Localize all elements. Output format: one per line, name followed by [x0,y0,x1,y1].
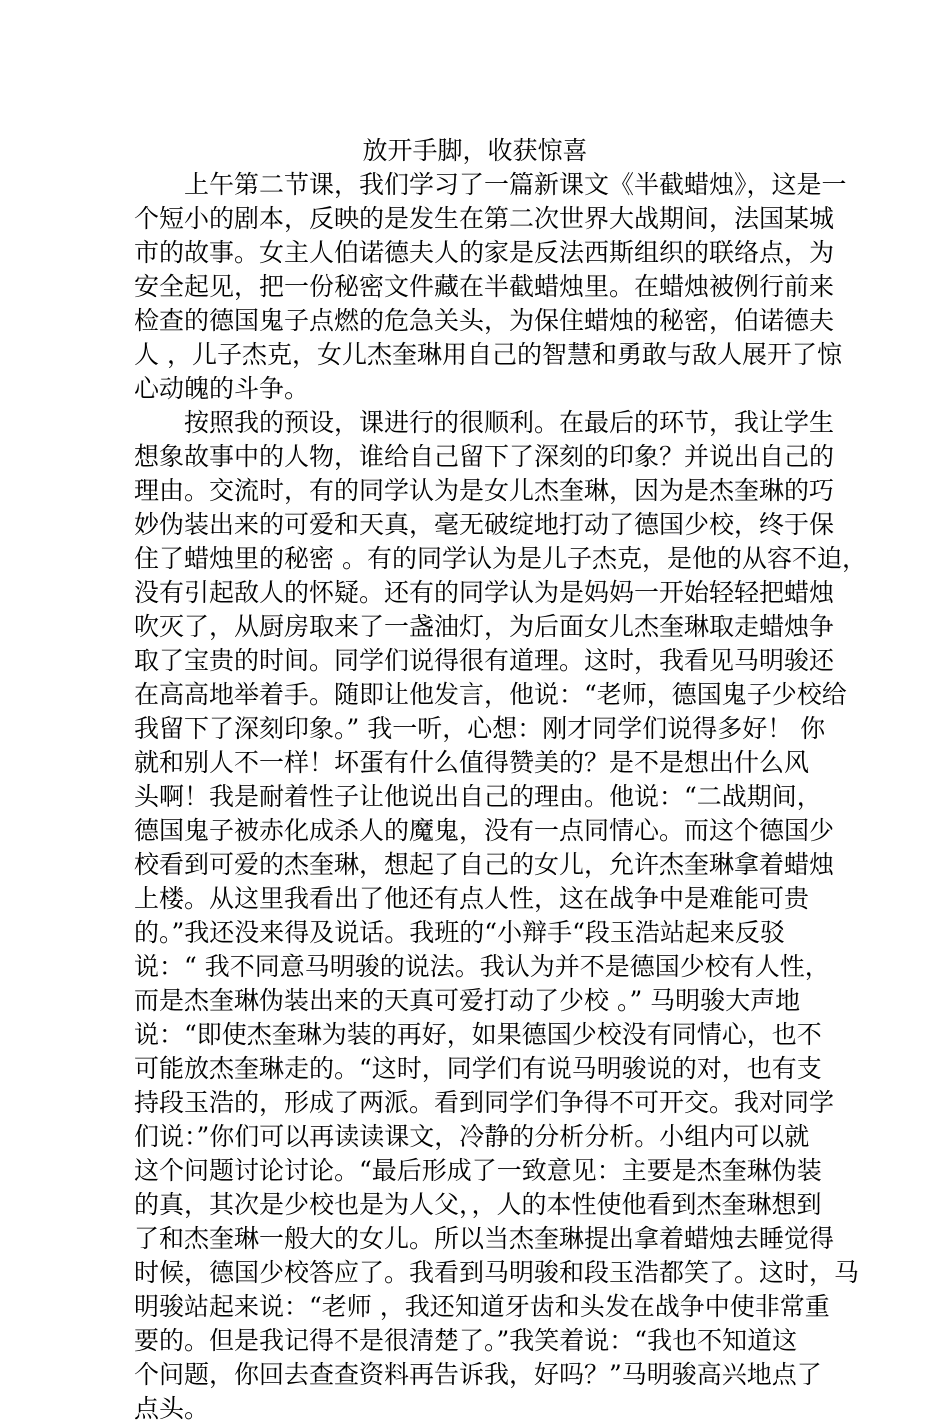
text-line: 说：“即使杰奎琳为装的再好，如果德国少校没有同情心，也不 [134,1020,822,1049]
text-line: 按照我的预设，课进行的很顺利。在最后的环节，我让学生 [184,408,835,437]
text-line: 在高高地举着手。随即让他发言，他说：“老师，德国鬼子少校给 [134,680,847,709]
text-line: 的。”我还没来得及说话。我班的“小辩手“段玉浩站起来反驳 [134,918,785,947]
text-line: 住了蜡烛里的秘密 。有的同学认为是儿子杰克，是他的从容不迫， [134,544,867,573]
text-line: 了和杰奎琳一般大的女儿。所以当杰奎琳提出拿着蜡烛去睡觉得 [134,1224,835,1253]
text-line: 安全起见，把一份秘密文件藏在半截蜡烛里。在蜡烛被例行前来 [134,272,835,301]
text-line: 可能放杰奎琳走的。“这时，同学们有说马明骏说的对，也有支 [134,1054,822,1083]
text-line: 明骏站起来说：“老师 ，我还知道牙齿和头发在战争中使非常重 [134,1292,830,1321]
text-line: 要的。但是我记得不是很清楚了。”我笑着说：“我也不知道这 [134,1326,798,1355]
text-line: 人 ，儿子杰克，女儿杰奎琳用自己的智慧和勇敢与敌人展开了惊 [134,340,842,369]
text-line: 德国鬼子被赤化成杀人的魔鬼，没有一点同情心。而这个德国少 [134,816,835,845]
text-line: 吹灭了，从厨房取来了一盏油灯，为后面女儿杰奎琳取走蜡烛争 [134,612,835,641]
text-line: 个短小的剧本，反映的是发生在第二次世界大战期间，法国某城 [134,204,835,233]
text-line: 我留下了深刻印象。” 我一听，心想：刚才同学们说得多好！ 你 [134,714,826,743]
document-body [134,168,867,1426]
text-line: 的真，其次是少校也是为人父，，人的本性使他看到杰奎琳想到 [134,1190,822,1219]
text-line: 头啊！我是耐着性子让他说出自己的理由。他说：“二战期间， [134,782,822,811]
text-line: 时候，德国少校答应了。我看到马明骏和段玉浩都笑了。这时，马 [134,1258,860,1287]
text-line: 妙伪装出来的可爱和天真，毫无破绽地打动了德国少校，终于保 [134,510,835,539]
text-line: 取了宝贵的时间。同学们说得很有道理。这时，我看见马明骏还 [134,646,835,675]
text-line: 心动魄的斗争。 [134,374,310,403]
text-line: 检查的德国鬼子点燃的危急关头，为保住蜡烛的秘密，伯诺德夫 [134,306,835,335]
document-title: 放开手脚，收获惊喜 [362,136,588,165]
text-line: 个问题，你回去查查资料再告诉我，好吗？”马明骏高兴地点了 [134,1360,822,1389]
text-line: 持段玉浩的，形成了两派。看到同学们争得不可开交。我对同学 [134,1088,835,1117]
text-line: 们说：”你们可以再读读课文，冷静的分析分析。小组内可以就 [134,1122,810,1151]
text-line: 理由。交流时，有的同学认为是女儿杰奎琳，因为是杰奎琳的巧 [134,476,835,505]
text-line: 市的故事。女主人伯诺德夫人的家是反法西斯组织的联络点，为 [134,238,835,267]
text-line: 而是杰奎琳伪装出来的天真可爱打动了少校 。” 马明骏大声地 [134,986,801,1015]
text-line: 校看到可爱的杰奎琳，想起了自己的女儿，允许杰奎琳拿着蜡烛 [134,850,835,879]
text-line: 这个问题讨论讨论。“最后形成了一致意见：主要是杰奎琳伪装 [134,1156,822,1185]
text-line: 说：“ 我不同意马明骏的说法。我认为并不是德国少校有人性， [134,952,830,981]
text-line: 上午第二节课，我们学习了一篇新课文《半截蜡烛》，这是一 [184,170,847,199]
text-line: 就和别人不一样！坏蛋有什么值得赞美的？是不是想出什么风 [134,748,810,777]
text-line: 点头。 [134,1394,210,1423]
text-line: 上楼。从这里我看出了他还有点人性，这在战争中是难能可贵 [134,884,810,913]
text-line: 没有引起敌人的怀疑。还有的同学认为是妈妈一开始轻轻把蜡烛 [134,578,835,607]
text-line: 想象故事中的人物，谁给自己留下了深刻的印象？并说出自己的 [134,442,835,471]
